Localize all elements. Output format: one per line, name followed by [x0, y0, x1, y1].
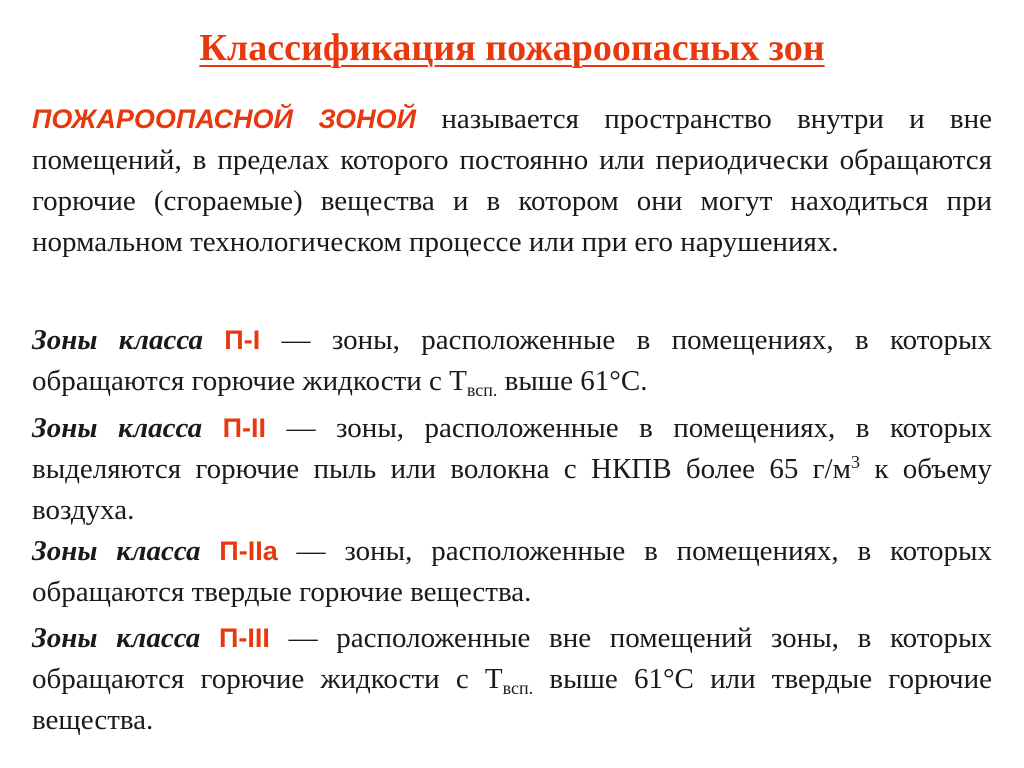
zone-code-p2: П-II [222, 413, 267, 443]
slide-title-text: Классификация пожароопасных зон [199, 27, 825, 69]
zone-code-p2a: П-IIа [219, 536, 278, 566]
zone-p2a-text: — зоны, расположенные в помещениях, в которых обращаются твердые горючие вещества. [32, 535, 992, 608]
zone-p2-superscript: 3 [850, 452, 860, 472]
definition-paragraph [32, 99, 992, 263]
zone-class-p3-paragraph [32, 618, 992, 741]
zone-p2-text-before: — зоны, расположенные в помещениях, в которых выделяются горючие пыль или волокна с НКПВ более 65 г/м [32, 412, 992, 485]
zone-p2-text-after: к объему воздуха. [32, 453, 992, 526]
zone-p3-subscript: всп. [502, 678, 534, 698]
zone-lead: Зоны класса [32, 324, 203, 356]
slide-title [0, 26, 1024, 70]
zone-lead: Зоны класса [32, 412, 203, 444]
zone-code-p1: П-I [224, 325, 261, 355]
definition-text: называется пространство внутри и вне помещений, в пределах которого постоянно или периодически обращаются горючие (сгораемые) вещества и в котором они могут находиться при нормальном технологическом процессе или при его нарушениях. [32, 103, 992, 258]
zone-p3-text-before: — расположенные вне помещений зоны, в которых обращаются горючие жидкости с Т [32, 622, 992, 695]
zone-class-p1-paragraph [32, 320, 992, 402]
definition-term: ПОЖАРООПАСНОЙ ЗОНОЙ [32, 104, 417, 134]
zone-lead: Зоны класса [32, 535, 201, 567]
zone-p1-text-before: — зоны, расположенные в помещениях, в которых обращаются горючие жидкости с Т [32, 324, 992, 397]
zone-class-p2a-paragraph [32, 531, 992, 613]
zone-code-p3: П-III [219, 623, 270, 653]
zone-p1-subscript: всп. [466, 380, 498, 400]
zone-lead: Зоны класса [32, 622, 201, 654]
zone-p1-text-after: выше 61°С. [497, 365, 648, 397]
zone-class-p2-paragraph [32, 408, 992, 531]
zone-p3-text-after: выше 61°С или твердые горючие вещества. [32, 663, 992, 736]
